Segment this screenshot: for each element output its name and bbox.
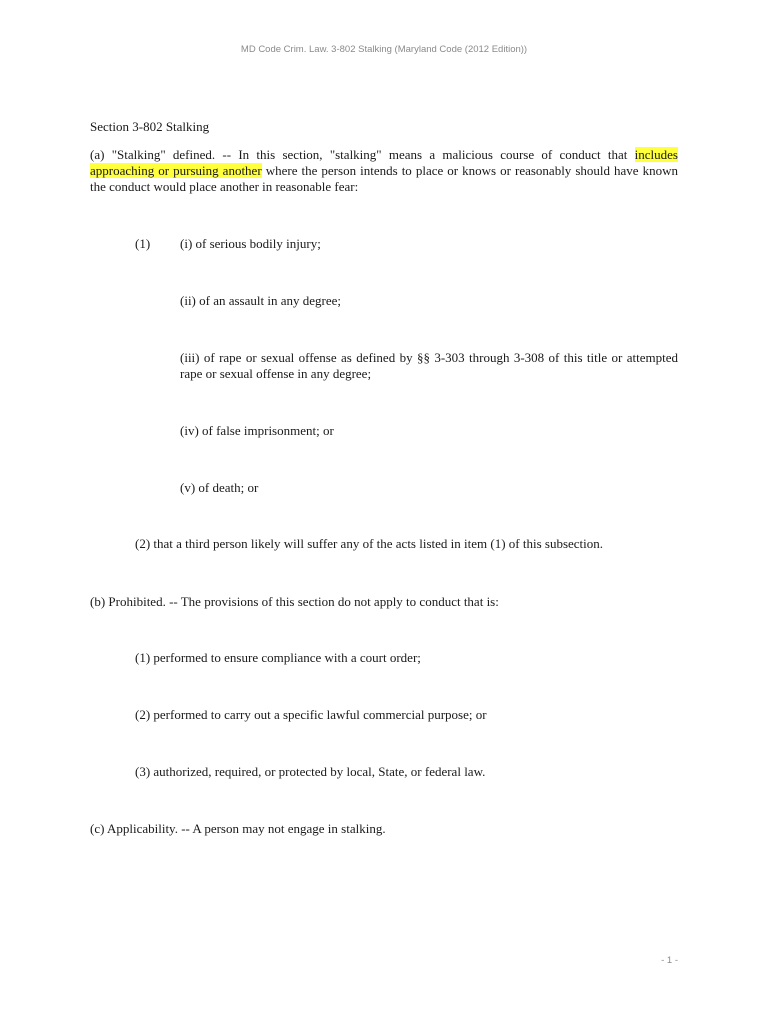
item-1-iv: (iv) of false imprisonment; or: [180, 423, 334, 438]
page-number: - 1 -: [661, 955, 678, 966]
highlighted-text: includes approaching or pursuing another: [90, 147, 678, 178]
running-header: MD Code Crim. Law. 3-802 Stalking (Maryland Code (2012 Edition)): [240, 44, 528, 55]
item-1-ii: (ii) of an assault in any degree;: [180, 293, 341, 308]
subsection-a-paragraph: [90, 147, 678, 195]
subsection-c-paragraph: (c) Applicability. -- A person may not engage in stalking.: [90, 821, 386, 836]
subsection-a-prefix: (a) "Stalking" defined. -- In this section, "stalking" means a malicious course of conduct that: [90, 147, 635, 162]
subsection-b-item-3: (3) authorized, required, or protected by local, State, or federal law.: [135, 764, 486, 779]
subsection-b-item-2: (2) performed to carry out a specific lawful commercial purpose; or: [135, 707, 487, 722]
subsection-a-suffix: where the person intends to place or knows or reasonably should have known the conduct would place another in reasonable fear:: [90, 163, 679, 194]
item-2: (2) that a third person likely will suffer any of the acts listed in item (1) of this subsection.: [135, 536, 604, 551]
subsection-b-item-1: (1) performed to ensure compliance with a court order;: [135, 650, 421, 665]
item-1-v: (v) of death; or: [180, 480, 259, 495]
subsection-b-paragraph: (b) Prohibited. -- The provisions of this section do not apply to conduct that is:: [90, 594, 499, 609]
section-title: Section 3-802 Stalking: [90, 119, 210, 134]
item-1-i: (i) of serious bodily injury;: [180, 236, 321, 251]
item-1-number: (1): [135, 236, 151, 251]
item-1-iii: (iii) of rape or sexual offense as defined by §§ 3-303 through 3-308 of this title or attempted rape or sexual offense in any degree;: [180, 350, 678, 381]
